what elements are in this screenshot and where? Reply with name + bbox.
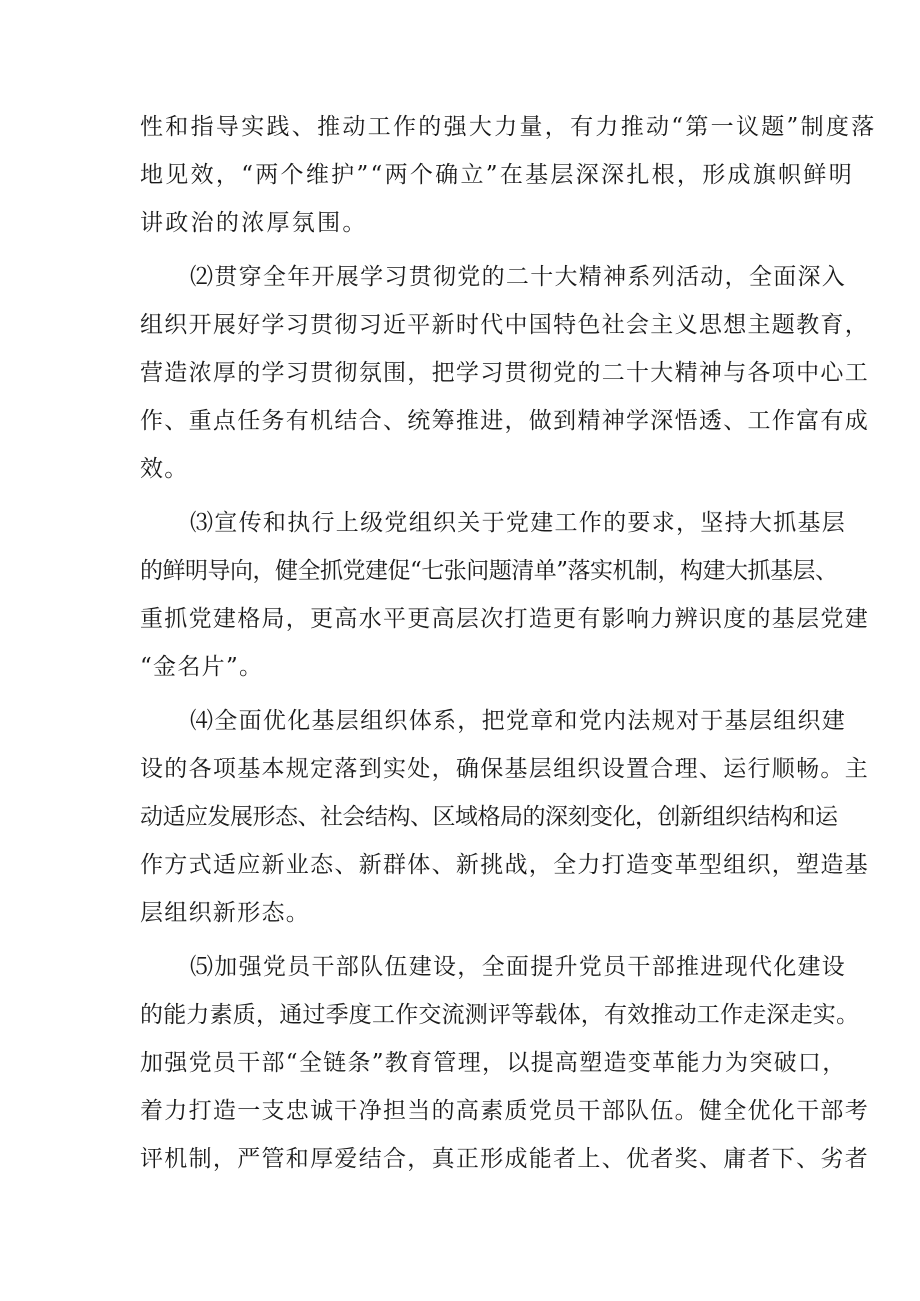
text-line: 作、重点任务有机结合、统筹推进，做到精神学深悟透、工作富有成 <box>140 408 869 434</box>
text-line: 营造浓厚的学习贯彻氛围，把学习贯彻党的二十大精神与各项中心工 <box>140 360 869 386</box>
text-line: “金名片”。 <box>140 654 264 680</box>
text-line: 组织开展好学习贯彻习近平新时代中国特色社会主义思想主题教育， <box>140 312 869 338</box>
text-line: 层组织新形态。 <box>140 900 311 926</box>
text-line: ⑶宣传和执行上级党组织关于党建工作的要求，坚持大抓基层 <box>190 510 847 536</box>
text-line: 评机制，严管和厚爱结合，真正形成能者上、优者奖、庸者下、劣者 <box>140 1146 869 1172</box>
text-line: ⑸加强党员干部队伍建设，全面提升党员干部推进现代化建设 <box>190 954 847 980</box>
text-line: 加强党员干部“全链条”教育管理，以提高塑造变革能力为突破口， <box>140 1050 847 1076</box>
text-line: ⑷全面优化基层组织体系，把党章和党内法规对于基层组织建 <box>190 708 847 734</box>
text-line: 地见效，“两个维护”“两个确立”在基层深深扎根，形成旗帜鲜明 <box>140 162 855 188</box>
text-line: 的鲜明导向，健全抓党建促“七张问题清单”落实机制，构建大抓基层、 <box>140 558 838 584</box>
text-line: 性和指导实践、推动工作的强大力量，有力推动“第一议题”制度落 <box>140 114 877 140</box>
text-line: 的能力素质，通过季度工作交流测评等载体，有效推动工作走深走实。 <box>140 1002 860 1028</box>
text-line: 重抓党建格局，更高水平更高层次打造更有影响力辨识度的基层党建 <box>140 606 869 632</box>
text-line: 效。 <box>140 456 189 482</box>
text-line: 动适应发展形态、社会结构、区域格局的深刻变化，创新组织结构和运 <box>140 804 838 830</box>
text-line: 设的各项基本规定落到实处，确保基层组织设置合理、运行顺畅。主 <box>140 756 869 782</box>
text-line: 着力打造一支忠诚干净担当的高素质党员干部队伍。健全优化干部考 <box>140 1098 869 1124</box>
text-line: 讲政治的浓厚氛围。 <box>140 210 368 236</box>
text-line: ⑵贯穿全年开展学习贯彻党的二十大精神系列活动，全面深入 <box>190 264 847 290</box>
text-line: 作方式适应新业态、新群体、新挑战，全力打造变革型组织，塑造基 <box>140 852 869 878</box>
